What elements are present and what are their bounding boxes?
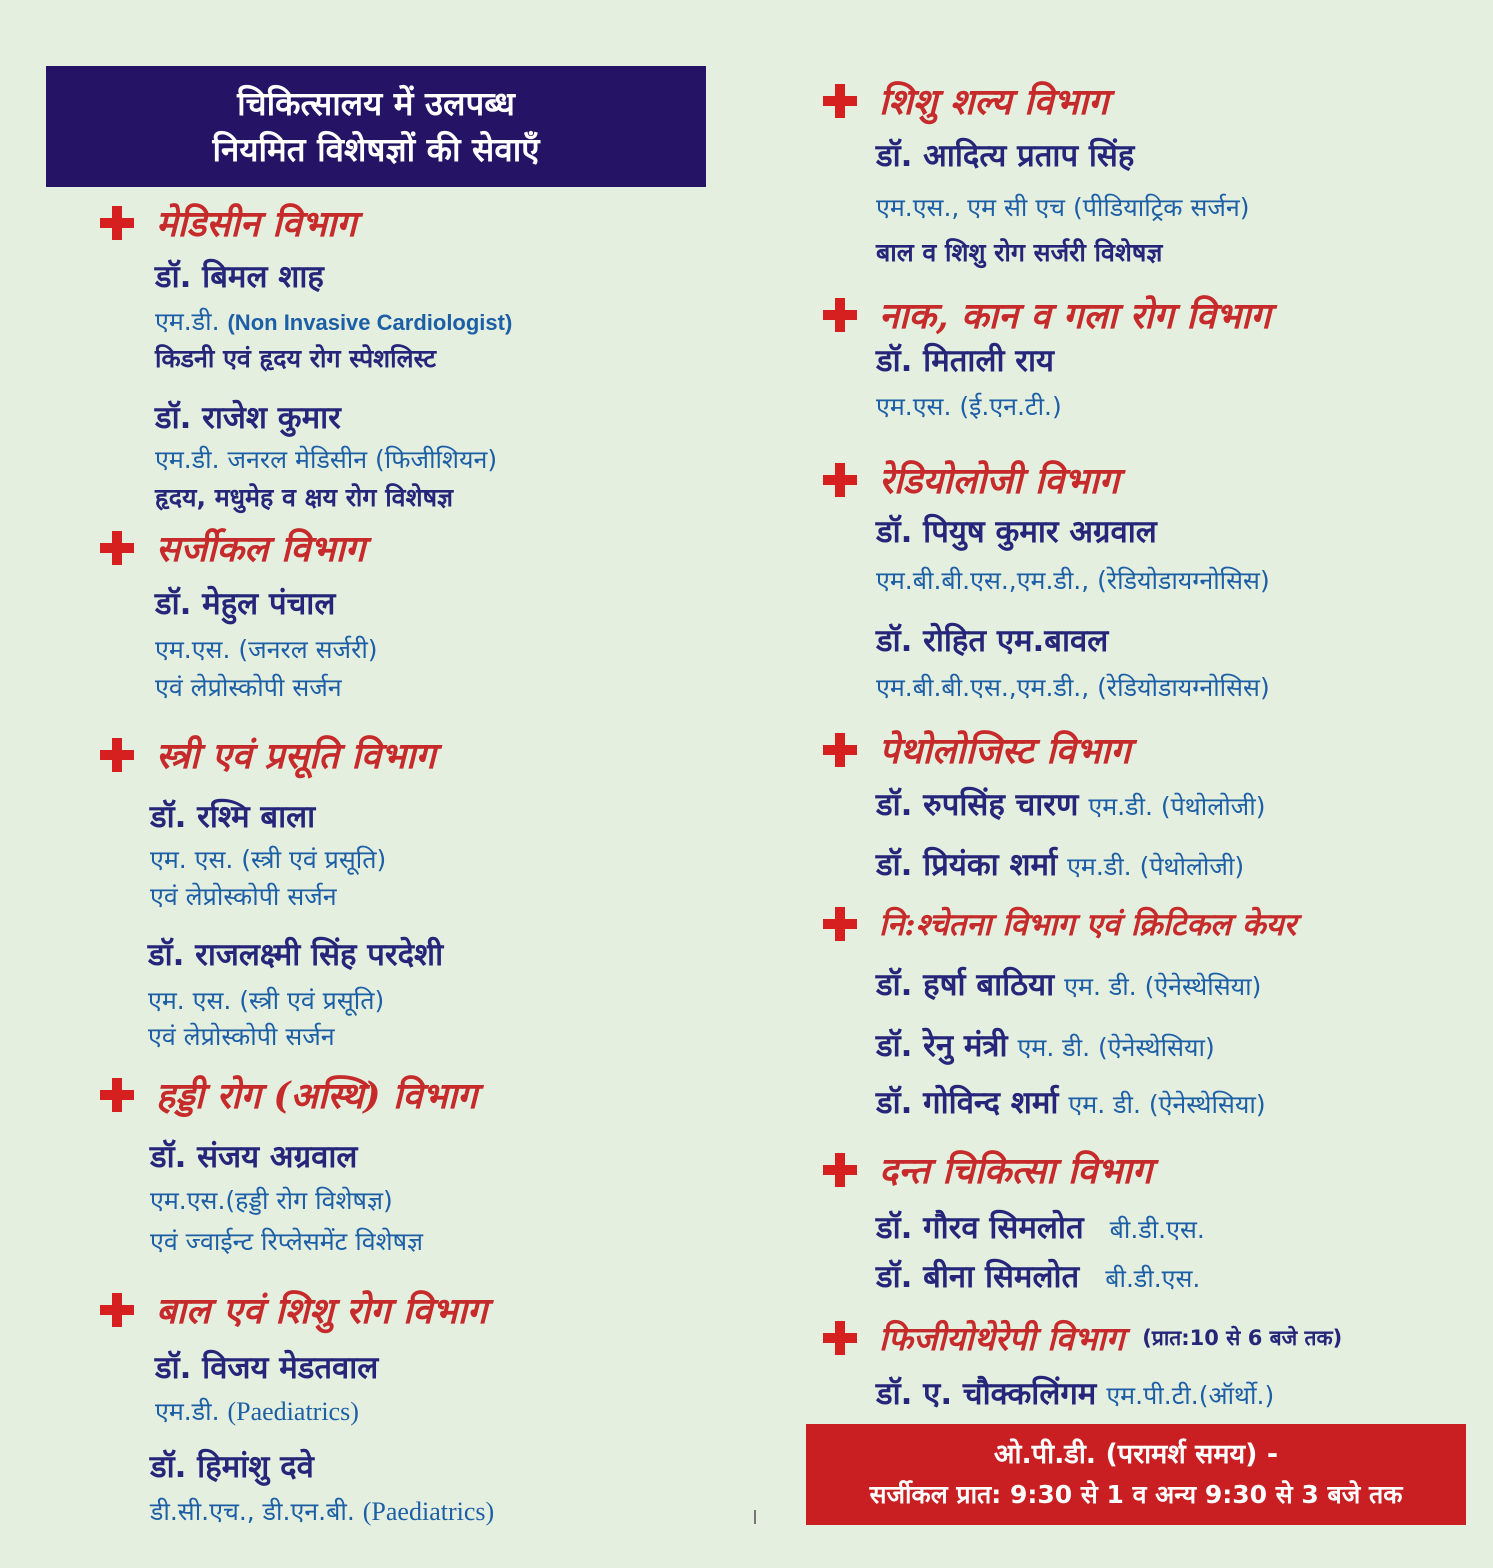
red-cross-icon — [100, 531, 134, 565]
doctor-qualification — [155, 304, 512, 338]
dept-paediatrics-heading — [100, 1285, 487, 1334]
doctor-qualification — [155, 1394, 359, 1428]
doctor-qualification: एम. डी. (ऐनेस्थेसिया) — [1064, 972, 1262, 1001]
red-cross-icon — [823, 1321, 857, 1355]
doctor-name: डॉ. मिताली राय — [876, 343, 1054, 379]
dept-title: पेथोलोजिस्ट विभाग — [879, 730, 1131, 772]
doctor-name: डॉ. मेहुल पंचाल — [155, 586, 336, 622]
doctor-qualification: एम.एस., एम सी एच (पीडियाट्रिक सर्जन) — [876, 193, 1250, 222]
doctor-qualification: बी.डी.एस. — [1105, 1264, 1201, 1293]
doctor-name: डॉ. रुपसिंह चारण — [876, 787, 1079, 823]
dept-title: बाल एवं शिशु रोग विभाग — [156, 1290, 488, 1332]
doctor-qualification: एम.पी.टी.(ऑर्थो.) — [1106, 1381, 1275, 1410]
dept-title: दन्त चिकित्सा विभाग — [879, 1150, 1153, 1192]
dept-title: शिशु शल्य विभाग — [879, 81, 1109, 123]
dept-title: फिजीयोथेरेपी विभाग — [879, 1319, 1125, 1358]
doctor-name: डॉ. प्रियंका शर्मा — [876, 847, 1058, 883]
doctor-name: डॉ. रोहित एम.बावल — [876, 623, 1109, 659]
doctor-name: डॉ. राजेश कुमार — [155, 400, 341, 436]
qualification-prefix: एम.डी. — [155, 307, 220, 336]
dept-medicine-heading — [100, 198, 357, 247]
doctor-name: डॉ. राजलक्ष्मी सिंह परदेशी — [148, 937, 444, 973]
red-cross-icon — [823, 733, 857, 767]
red-cross-icon — [823, 1153, 857, 1187]
doctor-name: डॉ. विजय मेडतवाल — [155, 1350, 379, 1386]
doctor-qualification-2: एवं लेप्रोस्कोपी सर्जन — [148, 1022, 335, 1051]
red-cross-icon — [100, 738, 134, 772]
doctor-name: डॉ. हिमांशु दवे — [150, 1449, 314, 1485]
doctor-qualification: एम.एस.(हड्डी रोग विशेषज्ञ) — [150, 1186, 393, 1215]
opd-timing-box — [806, 1424, 1466, 1525]
dept-ortho-heading — [100, 1070, 477, 1119]
doctor-row — [876, 1372, 1274, 1414]
doctor-qualification: एम.बी.बी.एस.,एम.डी., (रेडियोडायग्नोसिस) — [876, 566, 1270, 595]
doctor-row — [876, 963, 1261, 1005]
doctor-qualification: एम.डी. (पेथोलोजी) — [1088, 792, 1266, 821]
doctor-qualification: एम. एस. (स्त्री एवं प्रसूति) — [148, 986, 385, 1015]
dept-title: नाक, कान व गला रोग विभाग — [879, 295, 1271, 337]
opd-heading: ओ.पी.डी. (परामर्श समय) - — [993, 1438, 1279, 1470]
doctor-speciality: बाल व शिशु रोग सर्जरी विशेषज्ञ — [876, 238, 1163, 267]
qualification-prefix: डी.सी.एच., डी.एन.बी. — [150, 1497, 355, 1526]
dept-title: हड्डी रोग (अस्थि) विभाग — [156, 1075, 478, 1117]
qualification-prefix: एम.डी. — [155, 1397, 220, 1426]
doctor-name: डॉ. बिमल शाह — [155, 259, 324, 295]
doctor-qualification: एम. डी. (ऐनेस्थेसिया) — [1017, 1033, 1215, 1062]
doctor-row — [876, 1024, 1215, 1066]
qualification-english: (Paediatrics) — [227, 1397, 359, 1426]
doctor-qualification-2: एवं लेप्रोस्कोपी सर्जन — [155, 673, 342, 702]
opd-hours: सर्जीकल प्रात: 9:30 से 1 व अन्य 9:30 से 3 बजे तक — [869, 1479, 1403, 1509]
doctor-row — [876, 843, 1244, 885]
doctor-speciality: किडनी एवं हृदय रोग स्पेशलिस्ट — [155, 344, 436, 373]
qualification-english: (Paediatrics) — [362, 1497, 495, 1526]
doctor-row — [876, 783, 1265, 825]
doctor-name: डॉ. रेनु मंत्री — [876, 1028, 1008, 1064]
services-header — [46, 66, 706, 187]
dept-radiology-heading — [823, 455, 1119, 504]
doctor-qualification: एम. डी. (ऐनेस्थेसिया) — [1068, 1090, 1266, 1119]
doctor-name: डॉ. बीना सिमलोत — [876, 1259, 1080, 1295]
red-cross-icon — [823, 907, 857, 941]
header-line-2: नियमित विशेषज्ञों की सेवाएँ — [212, 129, 540, 169]
doctor-name: डॉ. गौरव सिमलोत — [876, 1210, 1084, 1246]
dept-ent-heading — [823, 290, 1271, 339]
dept-physiotherapy-heading — [823, 1315, 1342, 1360]
doctor-qualification: एम.बी.बी.एस.,एम.डी., (रेडियोडायग्नोसिस) — [876, 673, 1270, 702]
red-cross-icon — [100, 1293, 134, 1327]
doctor-qualification: बी.डी.एस. — [1109, 1215, 1205, 1244]
doctor-qualification: एम.डी. जनरल मेडिसीन (फिजीशियन) — [155, 445, 498, 474]
dept-title: स्त्री एवं प्रसूति विभाग — [156, 735, 436, 777]
opd-timing: (प्रात:10 से 6 बजे तक) — [1142, 1325, 1343, 1350]
doctor-qualification: एम.डी. (पेथोलोजी) — [1067, 852, 1245, 881]
dept-gynae-heading — [100, 730, 436, 779]
doctor-qualification-2: एवं ज्वाईन्ट रिप्लेसमेंट विशेषज्ञ — [150, 1227, 424, 1256]
red-cross-icon — [100, 1078, 134, 1112]
doctor-name: डॉ. हर्षा बाठिया — [876, 967, 1055, 1003]
doctor-row — [876, 1206, 1205, 1248]
dept-dental-heading — [823, 1145, 1152, 1194]
doctor-name: डॉ. आदित्य प्रताप सिंह — [876, 138, 1135, 174]
dept-title: सर्जीकल विभाग — [156, 528, 366, 570]
doctor-qualification: एम.एस. (जनरल सर्जरी) — [155, 635, 378, 664]
doctor-name: डॉ. ए. चौक्कलिंगम — [876, 1376, 1097, 1412]
doctor-speciality: हृदय, मधुमेह व क्षय रोग विशेषज्ञ — [155, 483, 454, 512]
doctor-qualification: एम. एस. (स्त्री एवं प्रसूति) — [150, 845, 387, 874]
doctor-name: डॉ. संजय अग्रवाल — [150, 1139, 358, 1175]
dept-title: रेडियोलोजी विभाग — [879, 460, 1120, 502]
red-cross-icon — [100, 206, 134, 240]
dept-title: मेडिसीन विभाग — [156, 203, 357, 245]
fold-mark — [754, 1510, 756, 1524]
dept-title: नि:श्चेतना विभाग एवं क्रिटिकल केयर — [879, 907, 1297, 943]
dept-paediatric-surgery-heading — [823, 76, 1108, 125]
doctor-qualification: एम.एस. (ई.एन.टी.) — [876, 392, 1062, 421]
doctor-name: डॉ. पियुष कुमार अग्रवाल — [876, 514, 1157, 550]
doctor-row — [876, 1081, 1266, 1123]
red-cross-icon — [823, 463, 857, 497]
doctor-row — [876, 1255, 1200, 1297]
red-cross-icon — [823, 298, 857, 332]
dept-surgical-heading — [100, 523, 365, 572]
dept-anaesthesia-heading — [823, 903, 1296, 945]
red-cross-icon — [823, 84, 857, 118]
doctor-name: डॉ. रश्मि बाला — [150, 799, 316, 835]
doctor-qualification — [150, 1494, 494, 1528]
qualification-english: (Non Invasive Cardiologist) — [227, 310, 513, 335]
dept-pathology-heading — [823, 725, 1130, 774]
header-line-1: चिकित्सालय में उलपब्ध — [237, 83, 515, 123]
doctor-qualification-2: एवं लेप्रोस्कोपी सर्जन — [150, 882, 337, 911]
doctor-name: डॉ. गोविन्द शर्मा — [876, 1085, 1059, 1121]
